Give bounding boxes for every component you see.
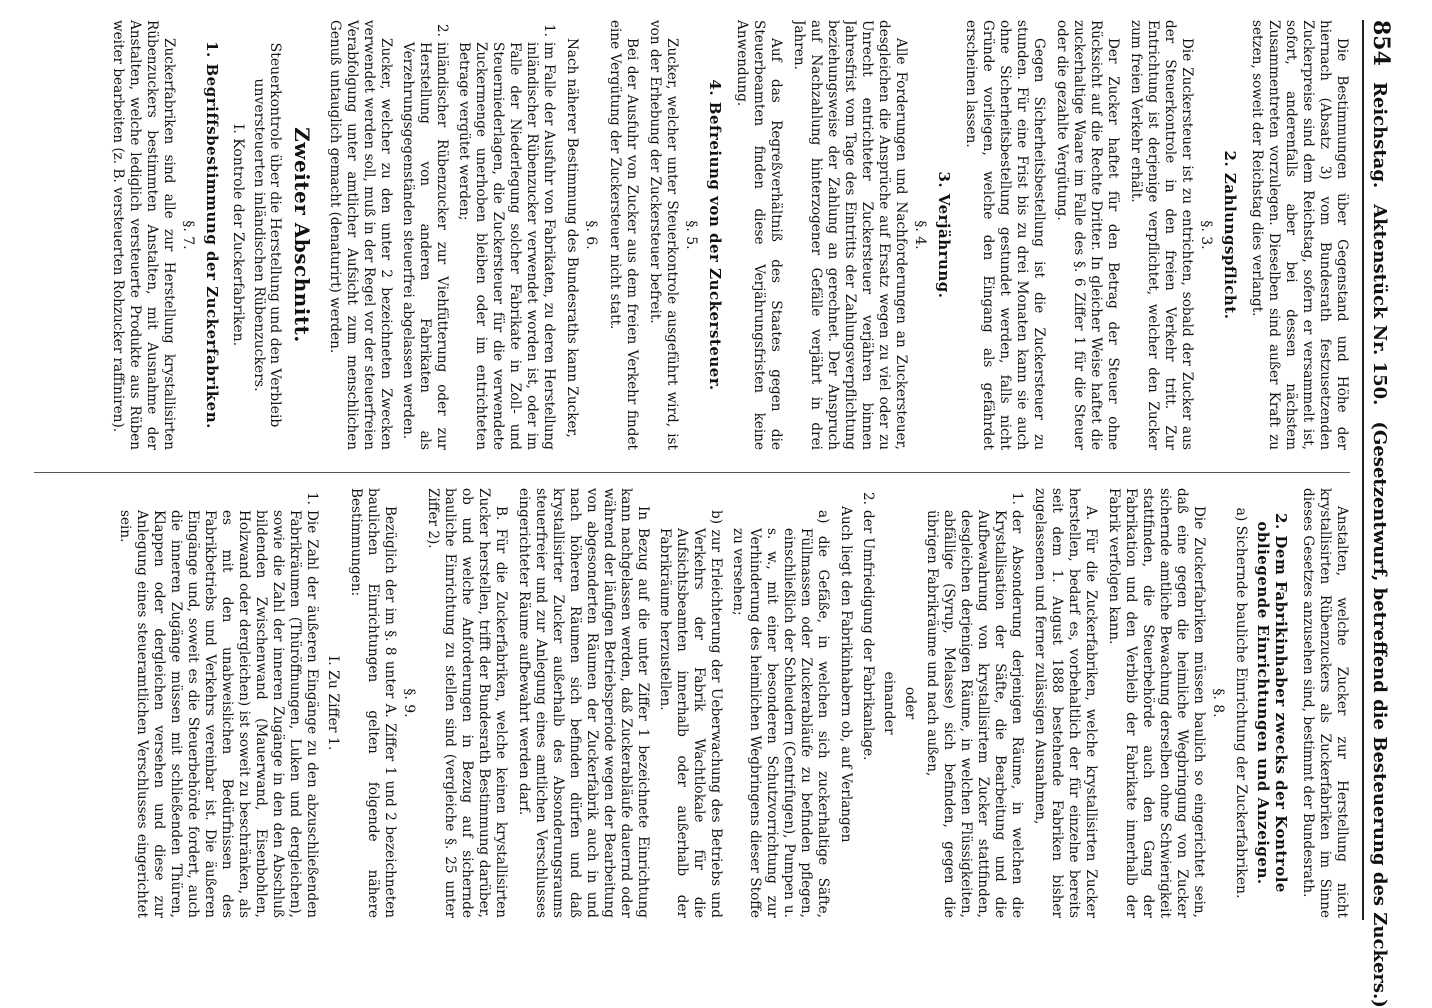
part-subtitle: Steuerkontrole über die Herstellung und den Verbleib unversteuerten inländischen Rübenzuckers.: [251, 42, 283, 428]
paragraph-mark: §. 7.: [180, 220, 196, 250]
digitization-notice: [6, 0, 26, 10]
paragraph-text: B. Für die Zuckerfabriken, welche keinen krystallisirten Zucker herstellen, trifft der Bundesrath Bestimmung darüber, ob und welche Anforderungen in Bezug auf sichernde bauliche Einrichtung zu stellen sind (vergleiche §. 25 unter Ziffer 2).: [425, 488, 509, 918]
subsection-heading: I. Zu Ziffer 1.: [325, 655, 341, 751]
running-header: [1368, 20, 1394, 1008]
list-item: 1.Die Zahl der äußeren Eingänge zu den abzuschließenden Fabrikräumen (Thüröffnungen, Luken und dergleichen), sowie die Zahl der inneren Zugänge in den den Abschluß bildenden Zwischenwand (Mauerwand, Eisenbohlen, Holzwand oder dergleichen) ist soweit zu beschränken, als es mit den unabweislichen Bedürfnissen des Fabrikbetriebs und Verkehrs vereinbar ist. Die äußeren Eingänge und, soweit es die Steuerbehörde fordert, auch die inneren Zugänge müssen mit schließenden Thüren, Klappen oder dergleichen versehen und diese zur Anlegung eines steueramtlichen Verschlusses eingerichtet sein.: [117, 492, 320, 918]
sub-list-item: b) zur Erleichterung der Ueberwachung des Betriebs und Verkehrs der Fabrik Wachtlokale für die Aufsichtsbeamten innerhalb oder außerhalb der Fabrikräume herzustellen.: [657, 510, 724, 918]
subsection-heading: I. Kontrole der Zuckerfabriken.: [230, 123, 246, 347]
list-item-text: der Umfriedigung der Fabrikanlage.: [860, 510, 876, 761]
paragraph-text: A. Für die Zuckerfabriken, welche krystallisirten Zucker herstellen, bedarf es, vorbehaltlich der für einzelne bereits seit dem 1. August 1888 bestehende Fabriken bisher zugelassenen und ferner zulässigen Ausnahmen,: [1032, 488, 1099, 918]
paragraph-mark: §. 3.: [1198, 220, 1214, 250]
paragraph-text: Die Zuckerfabriken müssen baulich so eingerichtet sein, daß eine gegen die heimliche Wegbringung von Zucker sichernde amtliche Bewachung derselben ohne Schwierigkeit stattfinden, die Steuerbehörde auch den Gang der Fabrikation und den Verbleib der Fabrikate innerhalb der Fabrik verfolgen kann.: [1106, 488, 1207, 918]
document-number: Aktenstück Nr. 150.: [1369, 204, 1390, 406]
paragraph-text: Zucker, welcher zu den unter 2 bezeichneten Zwecken verwendet werden soll, muß in der Regel vor der steuerfreien Verabfolgung unter amtlicher Aufsicht zum menschlichen Genuß untauglich gemacht (denaturirt) werden.: [327, 20, 394, 450]
list-item-text: der Absonderung derjenigen Räume, in welchen die Krystallisation der Säfte, die Bearbeitung und die Aufbewahrung von krystallisirtem Zucker stattfinden, desgleichen derjenigen Räume, in welchen Flüssigkeiten, abfällige (Syrup, Melasse) sich befinden, gegen die übrigen Fabrikräume und nach außen,: [924, 510, 1025, 918]
section-heading: 3. Verjährung.: [935, 171, 953, 299]
paragraph-text: Zuckerfabriken sind alle zur Herstellung krystallisirten Rübenzuckers bestimmten Anstalten, mit Ausnahme der Anstalten, welche lediglich versteuerte Produkte aus Rüben weiter bearbeiten (z. B. versteuerten Rohzucker raffiniren).: [110, 20, 177, 450]
header-rule: [1362, 20, 1364, 920]
paragraph-text: Bezüglich der im §. 8 unter A. Ziffer 1 und 2 bezeichneten baulichen Einrichtungen gelten folgende nähere Bestimmungen:: [348, 488, 398, 918]
paragraph-text: Bei der Ausfuhr von Zucker aus dem freien Verkehr findet eine Vergütung der Zuckersteuer nicht statt.: [607, 20, 640, 450]
intro-paragraph: Anstalten, welche Zucker zur Herstellung nicht krystallisirten Rübenzuckers als Zuckerfabriken im Sinne dieses Gesetzes anzusehen sind, bestimmt der Bundesrath.: [1300, 488, 1350, 918]
list-item: 2.der Umfriedigung der Fabrikanlage.: [860, 492, 876, 761]
publication-name: Reichstag.: [1369, 81, 1390, 189]
paragraph-text: Der Zucker haftet für den Betrag der Steuer ohne Rücksicht auf die Rechte Dritter. In gleicher Weise haftet die zuckerhaltige Waare im Falle des §. 6 Ziffer 1 für die Steuer oder die gezahlte Vergütung.: [1054, 20, 1121, 450]
paragraph-mark: §. 5.: [683, 220, 699, 250]
paragraph-text: Nach näherer Bestimmung des Bundesraths kann Zucker,: [564, 38, 580, 438]
paragraph-mark: §. 4.: [912, 220, 928, 250]
list-item: 1.im Falle der Ausfuhr von Fabrikaten, zu deren Herstellung inländischer Rübenzucker verwendet worden ist, oder im Falle der Niederlegung solcher Fabrikate in Zoll- und Steuerniederlagen, die Zuckersteuer für die verwendete Zuckermenge unerhoben bleiben oder im entrichteten Betrage vergütet werden;: [456, 24, 557, 450]
list-item: 1.der Absonderung derjenigen Räume, in welchen die Krystallisation der Säfte, die Bearbeitung und die Aufbewahrung von krystallisirtem Zucker stattfinden, desgleichen derjenigen Räume, in welchen Flüssigkeiten, abfällige (Syrup, Melasse) sich befinden, gegen die übrigen Fabrikräume und nach außen,: [924, 492, 1025, 918]
paragraph-text: Alle Forderungen und Nachforderungen an Zuckersteuer, desgleichen die Ansprüche auf Ersatz wegen zu viel oder zu Unrecht entrichteter Zuckersteuer verjähren binnen Jahresfrist vom Tage des Eintritts der Zahlungsverpflichtung beziehungsweise der Zahlung an gerechnet. Der Anspruch auf Nachzahlung hinterzogener Gefälle verjährt in drei Jahren.: [791, 20, 909, 450]
alternative-word: einander: [881, 671, 897, 735]
document-subject: (Gesetzentwurf, betreffend die Besteuerung des Zuckers.): [1369, 421, 1390, 1008]
page-number: 854: [1368, 20, 1394, 66]
section-heading: 2. Dem Fabrikinhaber zwecks der Kontrole obliegende Einrichtungen und Anzeigen.: [1254, 513, 1290, 893]
left-column: [34, 20, 1350, 450]
paragraph-text: Auf das Regreßverhältniß des Staates gegen die Steuerbeamten finden diese Verjährungsfristen keine Anwendung.: [734, 20, 784, 450]
section-heading: 4. Befreiung von der Zuckersteuer.: [706, 79, 724, 391]
sub-list-item: a) die Gefäße, in welchen sich zuckerhaltige Säfte, Füllmassen oder Zuckerabläufe zu befinden pflegen, einschließlich der Schleudern (Centrifugen), Pumpen u. s. w., mit einer besonderen Schutzvorrichtung zur Verhinderung des heimlichen Wegbringens dieser Stoffe zu versehen;: [730, 510, 831, 918]
paragraph-text: Auch liegt den Fabrikinhabern ob, auf Verlangen: [838, 506, 854, 843]
list-item-text: Die Zahl der äußeren Eingänge zu den abzuschließenden Fabrikräumen (Thüröffnungen, Luken und dergleichen), sowie die Zahl der inneren Zugänge in den den Abschluß bildenden Zwischenwand (Mauerwand, Eisenbohlen, Holzwand oder dergleichen) ist soweit zu beschränken, als es mit den unabweislichen Bedürfnissen des Fabrikbetriebs und Verkehrs vereinbar ist. Die äußeren Eingänge und, soweit es die Steuerbehörde fordert, auch die inneren Zugänge müssen mit schließenden Thüren, Klappen oder dergleichen versehen und diese zur Anlegung eines steueramtlichen Verschlusses eingerichtet sein.: [117, 510, 320, 918]
page-sheet: [24, 20, 1394, 1008]
paragraph-text: Gegen Sicherheitsbestellung ist die Zuckersteuer zu stunden. Für eine Frist bis zu drei Monaten kann sie auch ohne Sicherheitsbestellung gestundet werden, falls nicht Gründe vorliegen, welche den Eingang als gefährdet erscheinen lassen.: [963, 20, 1047, 450]
section-heading: 2. Zahlungspflicht.: [1221, 150, 1239, 320]
section-heading: 1. Begriffsbestimmung der Zuckerfabriken.: [203, 41, 221, 429]
intro-paragraph: Die Bestimmungen über Gegenstand und Höhe der hiernach (Absatz 3) vom Bundesrath festzusetzenden Zuckerpreise sind dem Reichstag, sofern er versammelt ist, sofort, anderenfalls aber bei dessen nächstem Zusammentreten vorzulegen. Dieselben sind außer Kraft zu setzen, soweit der Reichstag dies verlangt.: [1249, 20, 1350, 450]
list-item-text: im Falle der Ausfuhr von Fabrikaten, zu deren Herstellung inländischer Rübenzucker verwendet worden ist, oder im Falle der Niederlegung solcher Fabrikate in Zoll- und Steuerniederlagen, die Zuckersteuer für die verwendete Zuckermenge unerhoben bleiben oder im entrichteten Betrage vergütet werden;: [456, 42, 557, 450]
paragraph-mark: §. 6.: [583, 220, 599, 250]
list-item: 2.inländischer Rübenzucker zur Viehfütterung oder zur Herstellung von anderen Fabrikaten als Verzehrungsgegenständen steuerfrei abgelassen werden.: [400, 24, 450, 450]
paragraph-text: In Bezug auf die unter Ziffer 1 bezeichnete Einrichtung kann nachgelassen werden, daß Zuckerabläufe dauernd oder während der läufigen Betriebsperiode wegen der Bearbeitung von abgesonderten Räumen der Zuckerfabrik auch in und nach höheren Räumen sich befinden dürfen und daß krystallisirter Zucker außerhalb des Absonderungsraums steuerfreier und zur Anlegung eines amtlichen Verschlusses eingerichteter Räume aufbewahrt werden darf.: [516, 488, 651, 918]
right-column: [34, 488, 1350, 918]
part-heading: Zweiter Abschnitt.: [290, 127, 314, 343]
list-item-text: inländischer Rübenzucker zur Viehfütterung oder zur Herstellung von anderen Fabrikaten als Verzehrungsgegenständen steuerfrei abgelassen werden.: [400, 42, 450, 450]
paragraph-mark: §. 8.: [1210, 688, 1226, 718]
paragraph-text: Zucker, welcher unter Steuerkontrole ausgeführt wird, ist von der Erhebung der Zuckersteuer befreit.: [647, 20, 680, 450]
column-divider: [34, 472, 1350, 473]
paragraph-mark: §. 9.: [401, 688, 417, 718]
paragraph-text: Die Zuckersteuer ist zu entrichten, sobald der Zucker aus der Steuerkontrole in den freien Verkehr tritt. Zur Entrichtung ist derjenige verpflichtet, welcher den Zucker zum freien Verkehr erhält.: [1128, 20, 1195, 450]
alternative-word: oder: [902, 686, 918, 720]
subsection-heading: a) Sichernde bauliche Einrichtung der Zuckerfabriken.: [1233, 507, 1249, 899]
